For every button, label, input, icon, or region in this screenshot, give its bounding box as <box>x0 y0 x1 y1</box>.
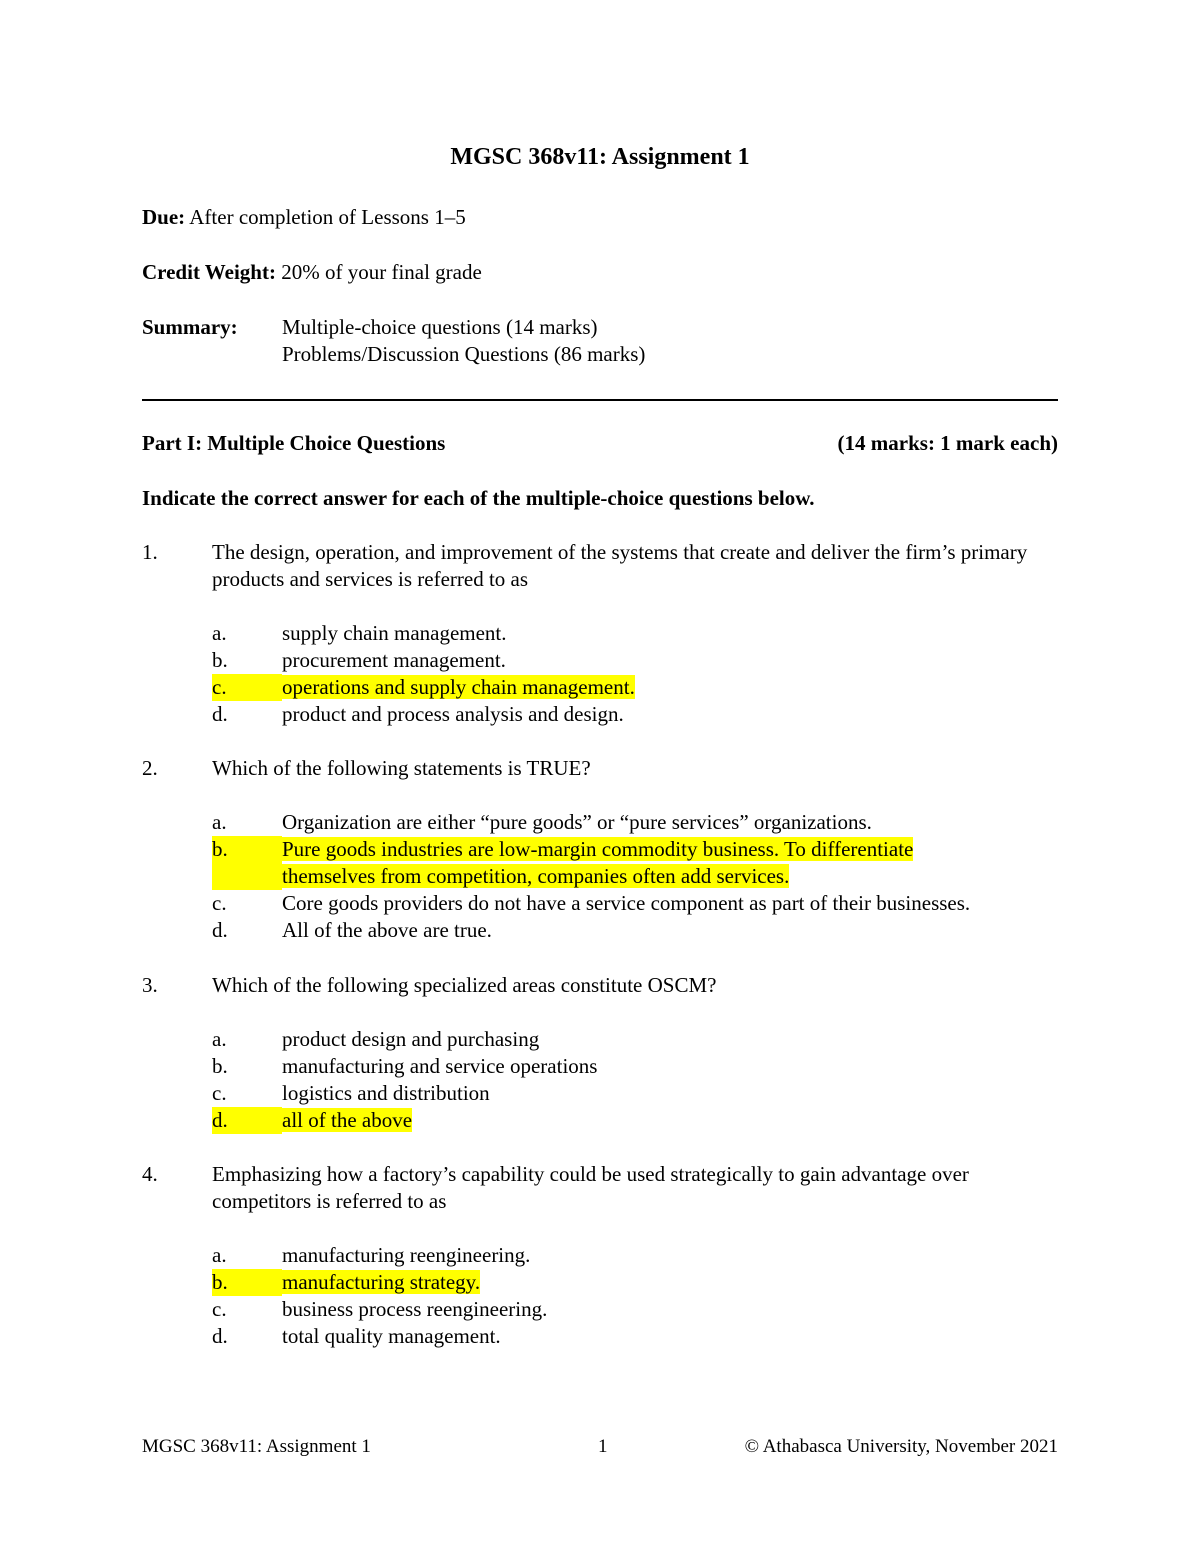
option-letter: d. <box>212 1324 228 1348</box>
option-text: manufacturing reengineering. <box>282 1243 531 1267</box>
option-text: Core goods providers do not have a service component as part of their businesses. <box>282 891 971 915</box>
option-letter: c. <box>212 1081 227 1105</box>
option-a[interactable] <box>212 1242 1058 1269</box>
option-letter: b. <box>212 1054 228 1078</box>
footer-page-number: 1 <box>598 1436 608 1457</box>
option-d[interactable] <box>212 917 1058 944</box>
option-text: All of the above are true. <box>282 918 492 942</box>
part-marks: (14 marks: 1 mark each) <box>837 431 1058 455</box>
option-a[interactable] <box>212 620 1058 647</box>
option-text: Organization are either “pure goods” or “pure services” organizations. <box>282 810 872 834</box>
option-b[interactable] <box>212 647 1058 674</box>
question-3 <box>142 972 1058 1134</box>
question-1 <box>142 539 1058 728</box>
question-4 <box>142 1161 1058 1350</box>
question-number: 3. <box>142 973 158 997</box>
question-2 <box>142 755 1058 944</box>
question-text: Which of the following statements is TRUE? <box>212 756 591 780</box>
option-letter: d. <box>212 702 228 726</box>
option-list <box>212 1026 1058 1134</box>
option-text: logistics and distribution <box>282 1081 490 1105</box>
summary-list <box>282 314 645 368</box>
option-text: supply chain management. <box>282 621 507 645</box>
question-number: 2. <box>142 756 158 780</box>
option-text: product and process analysis and design. <box>282 702 624 726</box>
page-title: MGSC 368v11: Assignment 1 <box>450 144 750 170</box>
option-c-correct[interactable] <box>212 674 1058 701</box>
due-value: After completion of Lessons 1–5 <box>185 205 466 229</box>
option-d[interactable] <box>212 1323 1058 1350</box>
option-letter: b. <box>212 836 282 890</box>
option-text: product design and purchasing <box>282 1027 540 1051</box>
summary-label: Summary: <box>142 315 238 339</box>
footer-copyright: © Athabasca University, November 2021 <box>744 1436 1058 1457</box>
option-letter: a. <box>212 810 227 834</box>
question-text: Which of the following specialized areas constitute OSCM? <box>212 973 717 997</box>
option-text: manufacturing strategy. <box>282 1270 481 1294</box>
summary-item: Multiple-choice questions (14 marks) <box>282 315 598 339</box>
option-letter: a. <box>212 1027 227 1051</box>
option-text: operations and supply chain management. <box>282 675 635 699</box>
option-letter: b. <box>212 648 228 672</box>
credit-weight-label: Credit Weight: <box>142 260 276 284</box>
option-text: total quality management. <box>282 1324 501 1348</box>
option-a[interactable] <box>212 1026 1058 1053</box>
option-letter: a. <box>212 1243 227 1267</box>
question-number: 4. <box>142 1162 158 1186</box>
option-a[interactable] <box>212 809 1058 836</box>
due-label: Due: <box>142 205 186 229</box>
option-text: Pure goods industries are low-margin commodity business. To differentiate themselves from competition, companies often add services. <box>282 837 914 888</box>
option-d[interactable] <box>212 701 1058 728</box>
option-letter: b. <box>212 1269 282 1296</box>
horizontal-rule <box>142 399 1058 401</box>
option-letter: c. <box>212 1297 227 1321</box>
summary-item: Problems/Discussion Questions (86 marks) <box>282 342 646 366</box>
option-letter: c. <box>212 891 227 915</box>
option-list <box>212 1242 1058 1350</box>
option-c[interactable] <box>212 1080 1058 1107</box>
option-list <box>212 809 1058 944</box>
option-text: business process reengineering. <box>282 1297 548 1321</box>
part-heading <box>142 430 1058 457</box>
option-c[interactable] <box>212 890 1058 917</box>
credit-weight-value: 20% of your final grade <box>275 260 482 284</box>
option-text: procurement management. <box>282 648 506 672</box>
question-text: The design, operation, and improvement of the systems that create and deliver the firm’s primary products and services is referred to as <box>212 540 1028 591</box>
part-title: Part I: Multiple Choice Questions <box>142 431 446 455</box>
option-letter: a. <box>212 621 227 645</box>
option-b-correct[interactable] <box>212 1269 1058 1296</box>
instructions: Indicate the correct answer for each of the multiple-choice questions below. <box>142 486 815 510</box>
credit-weight-line <box>142 259 482 286</box>
option-b[interactable] <box>212 1053 1058 1080</box>
option-text: manufacturing and service operations <box>282 1054 598 1078</box>
question-number: 1. <box>142 540 158 564</box>
due-line <box>142 204 466 231</box>
option-letter: c. <box>212 674 282 701</box>
option-text: all of the above <box>282 1108 413 1132</box>
option-d-correct[interactable] <box>212 1107 1058 1134</box>
question-text: Emphasizing how a factory’s capability could be used strategically to gain advantage over competitors is referred to as <box>212 1162 969 1213</box>
option-letter: d. <box>212 1107 282 1134</box>
option-list <box>212 620 1058 728</box>
footer-course: MGSC 368v11: Assignment 1 <box>142 1436 371 1457</box>
option-c[interactable] <box>212 1296 1058 1323</box>
option-letter: d. <box>212 918 228 942</box>
option-b-correct[interactable] <box>212 836 1058 890</box>
